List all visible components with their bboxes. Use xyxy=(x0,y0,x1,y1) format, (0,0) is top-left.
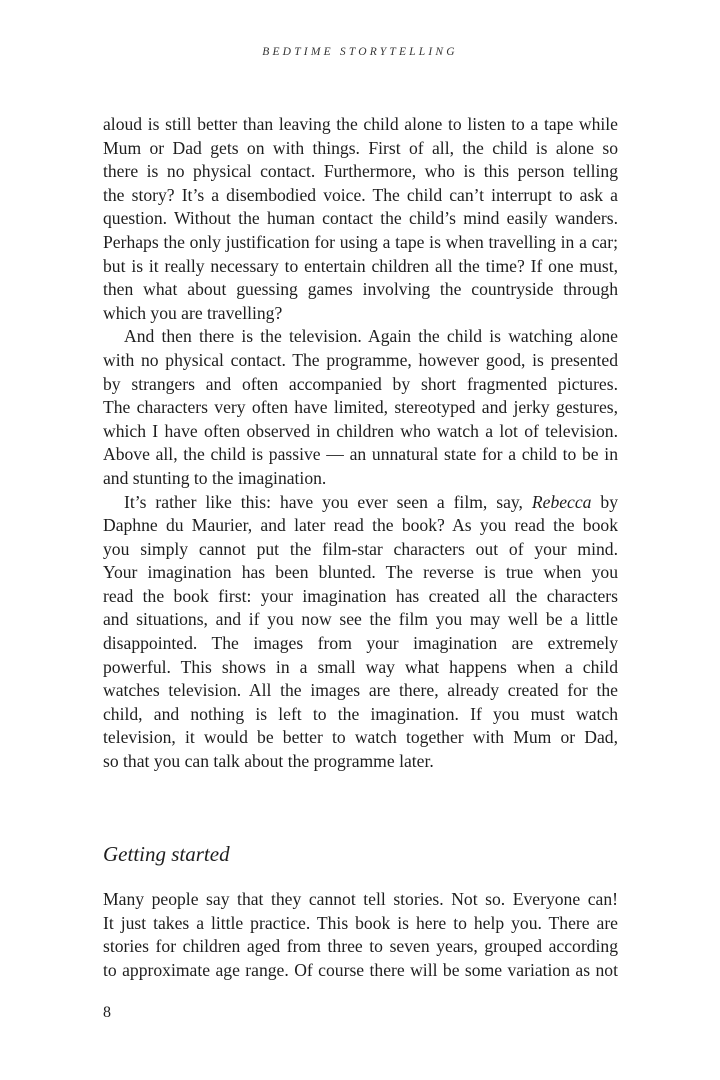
text-line: television, it would be better to watch together with Mum or Dad, xyxy=(103,727,618,748)
running-head: BEDTIME STORYTELLING xyxy=(262,46,458,58)
text-line: And then there is the television. Again the child is watching alone xyxy=(124,326,618,347)
text-line: watches television. All the images are there, already created for the xyxy=(103,680,618,701)
text-line: aloud is still better than leaving the child alone to listen to a tape while xyxy=(103,114,618,134)
text-line: The characters very often have limited, stereotyped and jerky gestures, xyxy=(103,397,618,418)
text-line: stories for children aged from three to seven years, grouped according xyxy=(103,936,618,957)
text-line: and stunting to the imagination. xyxy=(103,467,327,488)
text-line: and situations, and if you now see the film you may well be a little xyxy=(103,609,618,630)
text-line: so that you can talk about the programme later. xyxy=(103,751,434,772)
text-line: Perhaps the only justification for using a tape is when travelling in a car; xyxy=(103,231,618,252)
text-line: but is it really necessary to entertain children all the time? If one must, xyxy=(103,255,618,276)
section-body-text xyxy=(103,888,618,982)
text-line: by strangers and often accompanied by short fragmented pictures. xyxy=(103,373,618,394)
text-line: which you are travelling? xyxy=(103,302,283,323)
text-line: question. Without the human contact the child’s mind easily wanders. xyxy=(103,208,618,229)
text-line: read the book first: your imagination has created all the characters xyxy=(103,585,618,606)
text-line: there is no physical contact. Furthermore, who is this person telling xyxy=(103,161,618,182)
text-line: Daphne du Maurier, and later read the book? As you read the book xyxy=(103,515,618,536)
text-line: child, and nothing is left to the imagination. If you must watch xyxy=(103,703,618,724)
body-text xyxy=(103,113,618,774)
text-line: disappointed. The images from your imagination are extremely xyxy=(103,633,618,654)
section-heading: Getting started xyxy=(103,842,230,866)
text-line: which I have often observed in children who watch a lot of television. xyxy=(103,420,618,441)
text-line: Your imagination has been blunted. The reverse is true when you xyxy=(103,562,618,583)
text-fragment: by xyxy=(591,491,618,512)
text-line: then what about guessing games involving the countryside through xyxy=(103,279,618,300)
text-line: you simply cannot put the film-star characters out of your mind. xyxy=(103,538,618,559)
text-line: with no physical contact. The programme, however good, is presented xyxy=(103,349,618,370)
text-line: Mum or Dad gets on with things. First of all, the child is alone so xyxy=(103,137,618,158)
text-line: It just takes a little practice. This book is here to help you. There are xyxy=(103,912,618,933)
text-line: Many people say that they cannot tell stories. Not so. Everyone can! xyxy=(103,889,618,909)
text-line: Above all, the child is passive — an unnatural state for a child to be in xyxy=(103,444,618,465)
text-line: to approximate age range. Of course there will be some variation as not xyxy=(103,959,618,980)
text-line-with-title xyxy=(103,491,618,515)
text-line: the story? It’s a disembodied voice. The child can’t interrupt to ask a xyxy=(103,184,618,205)
text-fragment: It’s rather like this: have you ever seen a film, say, xyxy=(124,491,532,512)
page-number: 8 xyxy=(103,1004,111,1021)
text-line: powerful. This shows in a small way what happens when a child xyxy=(103,656,618,677)
book-title: Rebecca xyxy=(531,491,592,512)
